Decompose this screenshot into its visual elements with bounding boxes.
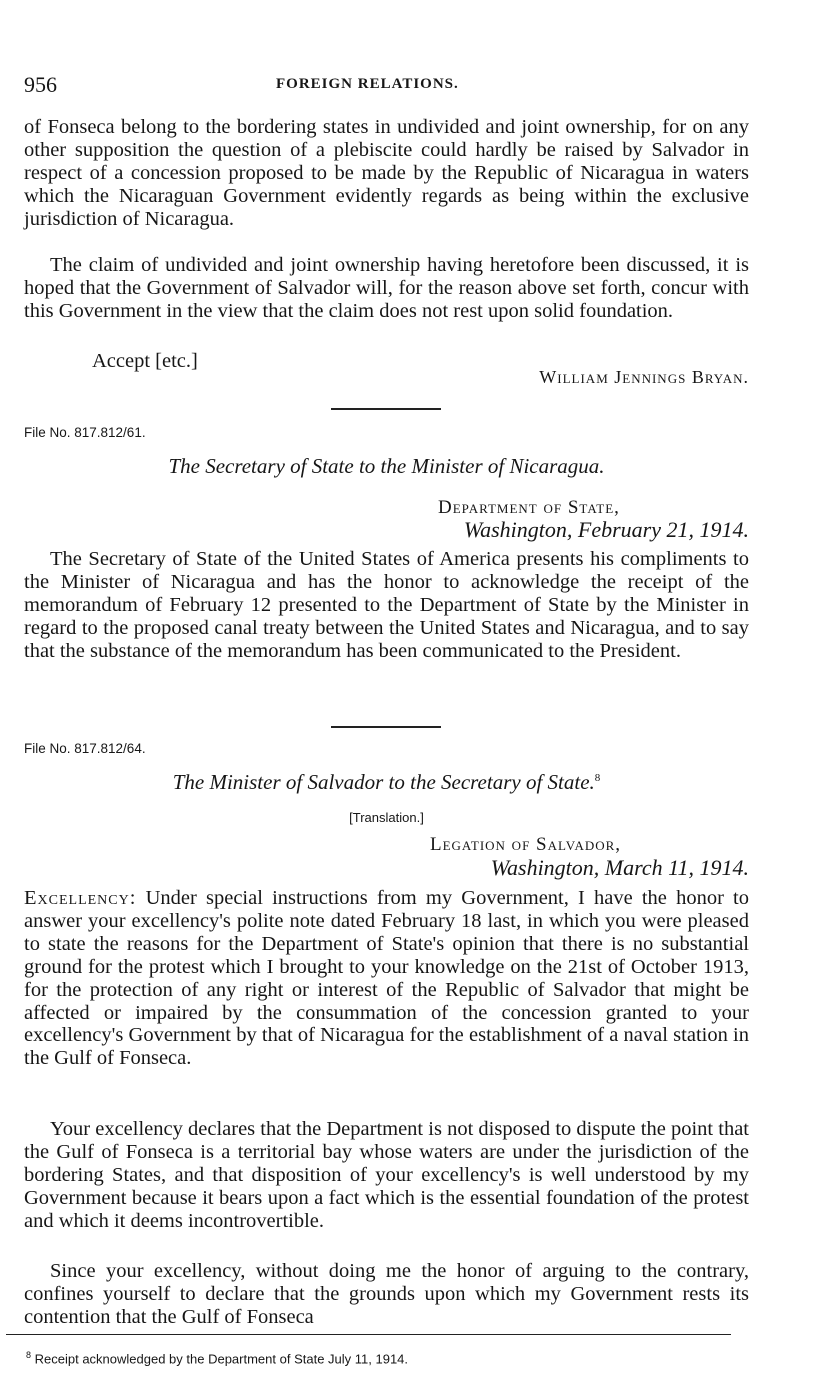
letter-body: The Secretary of State of the United States of America presents his compliments to the Minister of Nicaragua and has the honor to acknowledge the receipt of the memorandum of February 12 presented to the Department of State by the Minister in regard to the proposed canal treaty between the United States and Nicaragua, and to say that the substance of the memorandum has been communicated to the President. xyxy=(24,548,749,662)
letter-paragraph: Since your excellency, without doing me the honor of arguing to the contrary, confines yourself to declare that the grounds upon which my Government rests its contention that the Gulf of Fonseca xyxy=(24,1260,749,1328)
paragraph-text: Under special instructions from my Government, I have the honor to answer your excellency's polite note dated February 18 last, in which you were pleased to state the reasons for the Department of State's opinion that there is no substantial ground for the protest which I brought to your knowledge on the 21st of October 1913, for the protection of any right or interest of the Republic of Salvador that might be affected or impaired by the consummation of the concession granted to your excellency's Government by that of Nicaragua for the establishment of a naval station in the Gulf of Fonseca. xyxy=(24,887,750,1070)
dateline: Washington, February 21, 1914. xyxy=(463,517,749,542)
signature: William Jennings Bryan. xyxy=(539,367,749,387)
salutation: Excellency: xyxy=(24,887,137,909)
letter-title xyxy=(24,770,749,795)
sender-address: Legation of Salvador, xyxy=(430,834,622,855)
letter-paragraph: Your excellency declares that the Department is not disposed to dispute the point that the Gulf of Fonseca is a territorial bay whose waters are under the jurisdiction of the bordering States, and that disposition of your excellency's is well understood by my Government because it bears upon a fact which is the essential foundation of the protest and which it deems incontrovertible. xyxy=(24,1118,749,1232)
footnote-marker: 8 xyxy=(26,1350,32,1360)
page-header xyxy=(24,72,749,102)
file-number: File No. 817.812/64. xyxy=(24,741,146,756)
footnote-rule xyxy=(6,1334,731,1335)
letter-title-text: The Minister of Salvador to the Secretary of State. xyxy=(172,770,595,794)
running-title: FOREIGN RELATIONS. xyxy=(276,76,459,92)
letter-paragraph xyxy=(24,887,749,1070)
section-divider xyxy=(331,408,441,410)
paragraph-claim: The claim of undivided and joint ownership having heretofore been discussed, it is hoped that the Government of Salvador will, for the reason above set forth, concur with this Government in the view that the claim does not rest upon solid foundation. xyxy=(24,254,749,322)
page-number: 956 xyxy=(24,72,57,97)
translation-note: [Translation.] xyxy=(349,810,424,825)
footnote xyxy=(26,1350,408,1366)
paragraph-continued: of Fonseca belong to the bordering states in undivided and joint ownership, for on any other supposition the question of a plebiscite could hardly be raised by Salvador in respect of a concession proposed to be made by the Republic of Nicaragua in waters which the Nicaraguan Government evidently regards as being within the exclusive jurisdiction of Nicaragua. xyxy=(24,116,749,230)
footnote-marker: 8 xyxy=(594,772,601,784)
section-divider xyxy=(331,726,441,728)
letter-title: The Secretary of State to the Minister of Nicaragua. xyxy=(168,454,605,478)
footnote-text: Receipt acknowledged by the Department of State July 11, 1914. xyxy=(34,1351,409,1367)
dateline: Washington, March 11, 1914. xyxy=(490,855,749,880)
closing-phrase: Accept [etc.] xyxy=(92,350,198,372)
file-number: File No. 817.812/61. xyxy=(24,425,146,440)
sender-address: Department of State, xyxy=(438,497,620,518)
